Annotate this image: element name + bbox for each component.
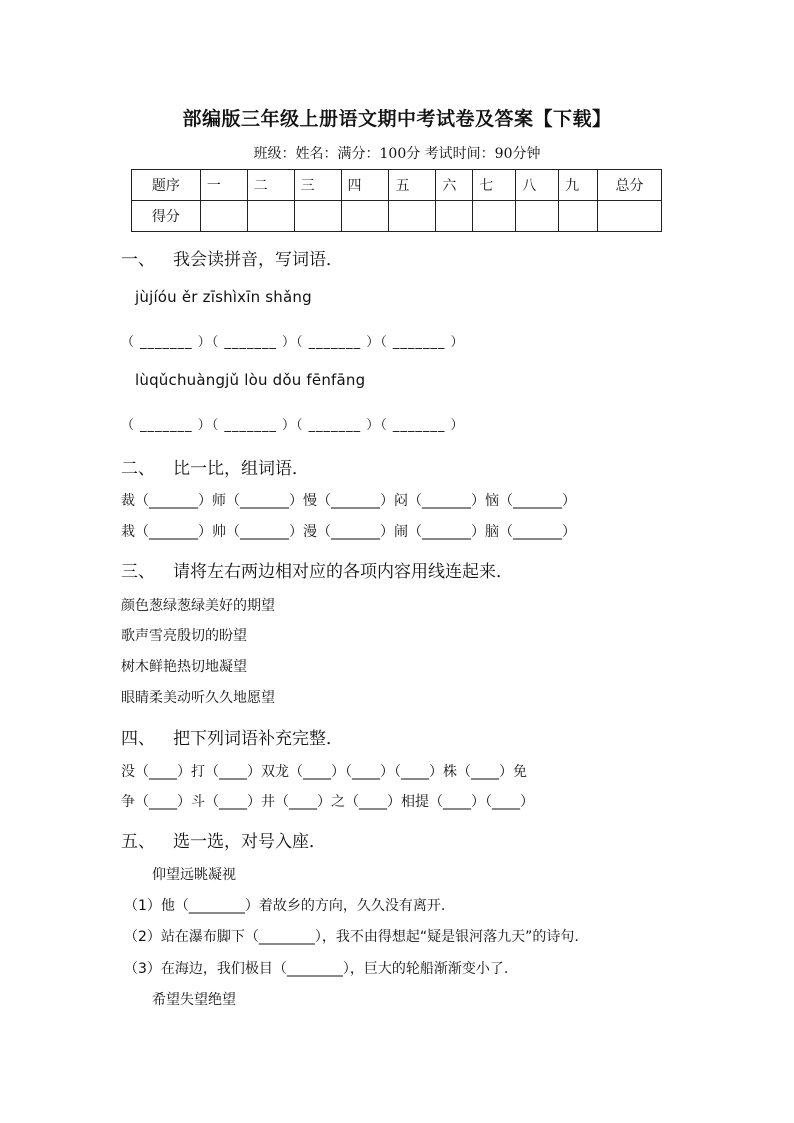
header-cell: 二 (247, 170, 294, 201)
fill-question[interactable]: （2）站在瀑布脚下（________），我不由得想起“疑是银河落九天”的诗句. (124, 929, 579, 945)
header-cell: 三 (294, 170, 341, 201)
fill-question[interactable]: （3）在海边，我们极目（________），巨大的轮船渐渐变小了. (124, 961, 509, 977)
header-cell: 六 (436, 170, 473, 201)
score-cell[interactable] (389, 201, 436, 232)
section-title: 把下列词语补充完整． (173, 729, 343, 749)
score-cell[interactable] (473, 201, 516, 232)
score-cell[interactable] (559, 201, 598, 232)
score-cell[interactable] (341, 201, 389, 232)
pinyin-line: jùjíóu ěr zīshìxīn shǎng (135, 288, 312, 306)
pinyin-line: lùqǔchuàngjǔ lòu dǒu fēnfāng (135, 371, 366, 389)
header-cell: 题序 (132, 170, 201, 201)
idiom-line[interactable]: 争（____）斗（____）井（____）之（____）相提（____）（____） (121, 794, 534, 810)
word-choices: 仰望远眺凝视 (152, 867, 236, 883)
section-number: 二、 (121, 459, 155, 479)
match-line: 树木鲜艳热切地凝望 (121, 659, 247, 675)
match-line: 歌声雪亮殷切的盼望 (121, 628, 247, 644)
header-cell: 九 (559, 170, 598, 201)
answer-blanks[interactable]: （ _______ ）（ _______ ）（ _______ ）（ _______ ） (121, 335, 465, 350)
score-cell[interactable] (516, 201, 559, 232)
section-number: 五、 (121, 832, 155, 852)
fill-question[interactable]: （1）他（________）着故乡的方向，久久没有离开. (124, 898, 446, 914)
header-cell: 八 (516, 170, 559, 201)
header-cell: 总分 (598, 170, 662, 201)
header-cell: 一 (200, 170, 247, 201)
word-pair-line[interactable]: 栽（_______）帅（_______）漫（_______）闹（_______）脑（_______） (121, 524, 576, 540)
score-header-row (132, 170, 662, 201)
header-cell: 七 (473, 170, 516, 201)
idiom-line[interactable]: 没（____）打（____）双龙（____）（____）（____）株（____）免 (121, 764, 527, 780)
score-cell[interactable] (200, 201, 247, 232)
match-line: 眼睛柔美动听久久地愿望 (121, 690, 275, 706)
header-cell: 五 (389, 170, 436, 201)
section-5-heading (121, 827, 326, 852)
answer-blanks[interactable]: （ _______ ）（ _______ ）（ _______ ）（ _______ ） (121, 418, 465, 433)
word-pair-line[interactable]: 裁（_______）师（_______）慢（_______）闷（_______）恼（_______） (121, 493, 576, 509)
section-number: 四、 (121, 729, 155, 749)
class-info: 班级：姓名：满分：100分 考试时间：90分钟 (253, 146, 541, 162)
score-cell[interactable] (294, 201, 341, 232)
section-title: 我会读拼音，写词语． (173, 250, 343, 270)
score-table (131, 169, 662, 232)
header-cell: 四 (341, 170, 389, 201)
page-title: 部编版三年级上册语文期中考试卷及答案【下载】 (182, 108, 612, 130)
score-row (132, 201, 662, 232)
section-title: 请将左右两边相对应的各项内容用线连起来． (173, 562, 513, 582)
section-number: 一、 (121, 250, 155, 270)
section-3-heading (121, 557, 513, 582)
section-4-heading (121, 724, 343, 749)
match-line: 颜色葱绿葱绿美好的期望 (121, 598, 275, 614)
word-choices: 希望失望绝望 (152, 992, 236, 1008)
section-1-heading (121, 245, 343, 270)
score-cell[interactable] (436, 201, 473, 232)
section-number: 三、 (121, 562, 155, 582)
section-title: 比一比，组词语． (173, 459, 309, 479)
section-2-heading (121, 454, 309, 479)
score-cell[interactable] (247, 201, 294, 232)
score-cell[interactable] (598, 201, 662, 232)
score-row-label: 得分 (132, 201, 201, 232)
section-title: 选一选，对号入座． (173, 832, 326, 852)
